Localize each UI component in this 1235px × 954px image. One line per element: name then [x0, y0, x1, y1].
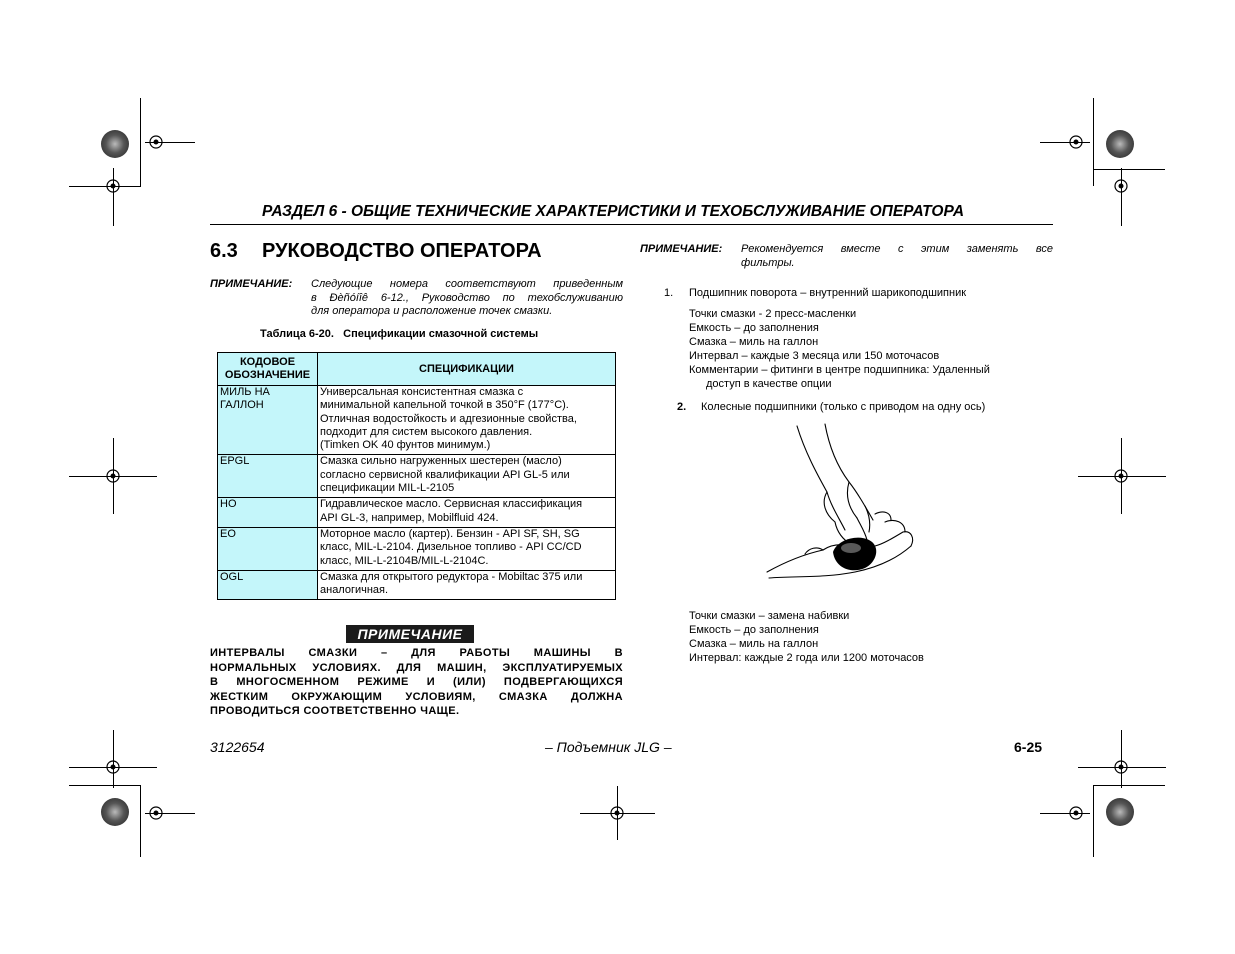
footer-page-number: 6-25	[1014, 739, 1043, 755]
crosshair-icon	[609, 805, 625, 821]
lubrication-spec-table	[217, 352, 616, 600]
item2-detail: Емкость – до заполнения	[689, 624, 819, 636]
item2-details	[689, 609, 924, 665]
note1-line: в Ðèñóíîê 6-12., Руководство по техобслуживанию	[311, 291, 623, 304]
note-box-line: ПРОВОДИТЬСЯ СООТВЕТСТВЕННО ЧАЩЕ.	[210, 705, 460, 717]
crosshair-icon	[1113, 178, 1129, 194]
crosshair-icon	[1068, 805, 1084, 821]
crosshair-icon	[148, 805, 164, 821]
desc-line: согласно сервисной квалификации API GL-5 или	[320, 468, 570, 481]
crosshair-icon	[1113, 468, 1129, 484]
row-code: OGL	[218, 570, 318, 600]
note2-label: ПРИМЕЧАНИЕ:	[640, 243, 723, 255]
note-box-text	[210, 646, 623, 719]
table-row	[218, 498, 616, 528]
item2-title: Колесные подшипники (только с приводом на одну ось)	[701, 401, 986, 413]
row-code: МИЛЬ НА ГАЛЛОН	[218, 386, 318, 455]
crosshair-icon	[1113, 759, 1129, 775]
rosette-icon	[1106, 798, 1134, 826]
item2-detail: Смазка – миль на галлон	[689, 638, 819, 650]
section-title	[210, 240, 542, 263]
footer-doc-number: 3122654	[210, 739, 265, 755]
hand-packing-bearing-illustration	[765, 422, 917, 582]
desc-line: Универсальная консистентная смазка с	[320, 386, 524, 398]
crosshair-icon	[105, 178, 121, 194]
item1-detail: Емкость – до заполнения	[689, 322, 819, 334]
note2-line: Рекомендуется вместе с этим заменять все	[741, 243, 1053, 255]
row-desc	[318, 498, 616, 528]
rosette-icon	[101, 798, 129, 826]
table-row	[218, 386, 616, 455]
desc-line: Гидравлическое масло. Сервисная классификация	[320, 498, 583, 511]
desc-line: (Timken OK 40 фунтов минимум.)	[320, 439, 491, 452]
item1-detail: Интервал – каждые 3 месяца или 150 моточасов	[689, 350, 940, 362]
item2-detail: Точки смазки – замена набивки	[689, 610, 850, 622]
desc-line: спецификации MIL-L-2105	[320, 482, 455, 495]
desc-line: класс, MIL-L-2104B/MIL-L-2104C.	[320, 554, 489, 567]
desc-line: API GL-3, например, Mobilfluid 424.	[320, 511, 499, 524]
table-caption: Таблица 6-20. Спецификации смазочной системы	[260, 328, 539, 340]
desc-line: аналогичная.	[320, 584, 389, 597]
row-code: EO	[218, 527, 318, 570]
crosshair-icon	[105, 468, 121, 484]
desc-line: минимальной капельной точкой в 350°F (177°C).	[320, 399, 569, 412]
table-row	[218, 570, 616, 600]
section-heading: РУКОВОДСТВО ОПЕРАТОРА	[262, 240, 542, 262]
note2-text	[741, 243, 1053, 270]
row-desc	[318, 527, 616, 570]
row-desc	[318, 386, 616, 455]
item1-detail: Точки смазки - 2 пресс-масленки	[689, 308, 857, 320]
page-header-title: РАЗДЕЛ 6 - ОБЩИЕ ТЕХНИЧЕСКИЕ ХАРАКТЕРИСТИКИ И ТЕХОБСЛУЖИВАНИЕ ОПЕРАТОРА	[262, 203, 965, 220]
note-box-line: НОРМАЛЬНЫХ УСЛОВИЯХ. ДЛЯ МАШИН, ЭКСПЛУАТИРУЕМЫХ	[210, 661, 623, 674]
table-header-spec: СПЕЦИФИКАЦИИ	[318, 353, 616, 386]
rosette-icon	[1106, 130, 1134, 158]
section-number: 6.3	[210, 240, 238, 262]
note-box-line: ИНТЕРВАЛЫ СМАЗКИ – ДЛЯ РАБОТЫ МАШИНЫ В	[210, 647, 623, 659]
row-code: EPGL	[218, 455, 318, 498]
desc-line: Смазка для открытого редуктора - Mobiltac 375 или	[320, 570, 583, 583]
rosette-icon	[101, 130, 129, 158]
desc-line: Отличная водостойкость и адгезионные свойства,	[320, 412, 577, 425]
note1-label: ПРИМЕЧАНИЕ:	[210, 278, 293, 290]
header-rule	[210, 224, 1053, 225]
table-header-code: КОДОВОЕ ОБОЗНАЧЕНИЕ	[218, 353, 318, 386]
item1-detail: Комментарии – фитинги в центре подшипника: Удаленный	[689, 364, 990, 376]
note-box-line: В МНОГОСМЕННОМ РЕЖИМЕ И (ИЛИ) ПОДВЕРГАЮЩИХСЯ	[210, 676, 623, 688]
table-row	[218, 527, 616, 570]
item1-number: 1.	[664, 287, 674, 299]
desc-line: подходит для систем высокого давления.	[320, 425, 533, 438]
row-code: HO	[218, 498, 318, 528]
desc-line: класс, MIL-L-2104. Дизельное топливо - API CC/CD	[320, 541, 582, 554]
table-row	[218, 455, 616, 498]
item1-title: Подшипник поворота – внутренний шарикоподшипник	[689, 287, 967, 299]
item2-number: 2.	[677, 401, 687, 413]
desc-line: Смазка сильно нагруженных шестерен (масло)	[320, 455, 562, 468]
item1-detail: доступ в качестве опции	[706, 378, 832, 390]
crosshair-icon	[1068, 134, 1084, 150]
item2-detail: Интервал: каждые 2 года или 1200 моточасов	[689, 652, 924, 664]
row-desc	[318, 570, 616, 600]
note1-line: Следующие номера соответствуют приведенным	[311, 278, 623, 290]
note1-text	[311, 278, 623, 319]
note1-line: для оператора и расположение точек смазки.	[311, 305, 553, 318]
footer-product: – Подъемник JLG –	[545, 739, 672, 755]
note-box-line: ЖЕСТКИМ ОКРУЖАЮЩИМ УСЛОВИЯМ, СМАЗКА ДОЛЖНА	[210, 690, 623, 703]
crosshair-icon	[148, 134, 164, 150]
note-box-label: ПРИМЕЧАНИЕ	[346, 625, 474, 643]
desc-line: Моторное масло (картер). Бензин - API SF, SH, SG	[320, 527, 580, 540]
item1-details	[689, 307, 990, 391]
note2-line: фильтры.	[741, 256, 795, 269]
row-desc	[318, 455, 616, 498]
item1-detail: Смазка – миль на галлон	[689, 336, 819, 348]
crosshair-icon	[105, 759, 121, 775]
